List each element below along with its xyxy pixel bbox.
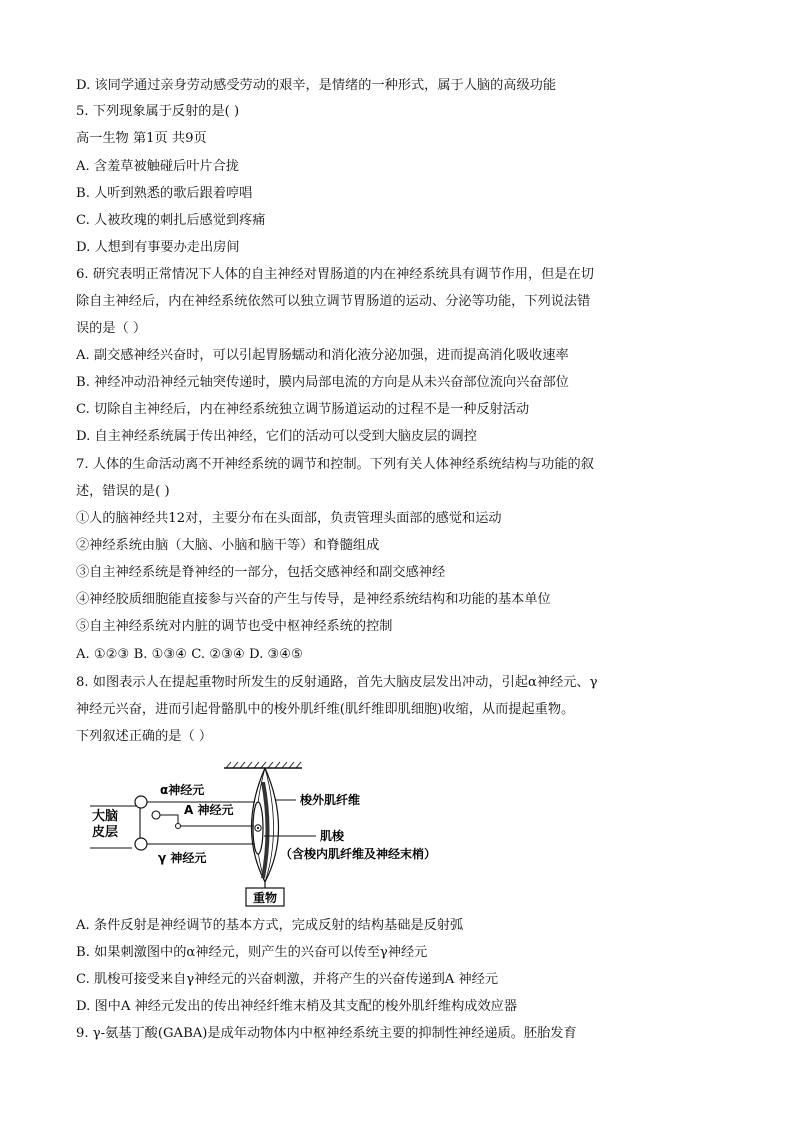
text-line: C. 肌梭可接受来自γ神经元的兴奋刺激，并将产生的兴奋传递到A 神经元 [76, 972, 499, 987]
cortex-label-1: 大脑 [92, 809, 119, 824]
text-line: 9. γ-氨基丁酸(GABA)是成年动物体内中枢神经系统主要的抑制性神经递质。胚胎发育 [76, 1026, 577, 1041]
text-line: D. 图中A 神经元发出的传出神经纤维末梢及其支配的梭外肌纤维构成效应器 [76, 999, 518, 1014]
text-line: 误的是（ ） [76, 321, 147, 336]
text-line: ①人的脑神经共12对，主要分布在头面部，负责管理头面部的感觉和运动 [76, 511, 502, 526]
gamma-neuron-body [135, 838, 147, 850]
a-neuron-label: A 神经元 [184, 803, 234, 817]
text-line: ③自主神经系统是脊神经的一部分，包括交感神经和副交感神经 [76, 565, 446, 580]
spindle-note: （含梭内肌纤维及神经末梢） [280, 847, 437, 861]
reflex-pathway-figure [78, 760, 478, 914]
gamma-label: γ 神经元 [158, 851, 207, 865]
text-line: A. 副交感神经兴奋时，可以引起胃肠蠕动和消化液分泌加强，进而提高消化吸收速率 [76, 348, 569, 363]
text-line: 下列叙述正确的是（ ） [76, 729, 213, 744]
alpha-neuron-body [135, 796, 147, 808]
text-line: ②神经系统由脑（大脑、小脑和脑干等）和脊髓组成 [76, 538, 380, 553]
text-line: B. 神经冲动沿神经元轴突传递时，膜内局部电流的方向是从未兴奋部位流向兴奋部位 [76, 375, 569, 390]
text-line: B. 如果刺激图中的α神经元，则产生的兴奋可以传至γ神经元 [76, 945, 428, 960]
text-line: D. 人想到有事要办走出房间 [76, 240, 240, 255]
a-neuron-terminal [176, 824, 181, 829]
text-line: A. ①②③ B. ①③④ C. ②③④ D. ③④⑤ [76, 647, 303, 662]
text-line: D. 自主神经系统属于传出神经，它们的活动可以受到大脑皮层的调控 [76, 429, 477, 444]
extrafusal-label: 梭外肌纤维 [300, 793, 361, 807]
a-neuron-body [152, 811, 160, 819]
text-line: C. 人被玫瑰的刺扎后感觉到疼痛 [76, 213, 266, 228]
text-line: B. 人听到熟悉的歌后跟着哼唱 [76, 186, 253, 201]
text-line: C. 切除自主神经后，内在神经系统独立调节肠道运动的过程不是一种反射活动 [76, 402, 530, 417]
text-line: D. 该同学通过亲身劳动感受劳动的艰辛，是情绪的一种形式，属于人脑的高级功能 [76, 78, 557, 93]
text-line: ⑤自主神经系统对内脏的调节也受中枢神经系统的控制 [76, 619, 393, 634]
a-neuron-axon [160, 815, 178, 824]
text-line: A. 条件反射是神经调节的基本方式，完成反射的结构基础是反射弧 [76, 918, 464, 933]
reflex-diagram [78, 760, 478, 910]
text-line: 8. 如图表示人在提起重物时所发生的反射通路，首先大脑皮层发出冲动，引起α神经元、γ [76, 675, 598, 690]
ceiling-hatch [226, 762, 301, 768]
text-line: 述，错误的是( ) [76, 484, 170, 499]
text-line: A. 含羞草被触碰后叶片合拢 [76, 159, 239, 174]
alpha-label: α神经元 [160, 783, 205, 797]
text-line: 高一生物 第1页 共9页 [76, 131, 207, 146]
text-line: ④神经胶质细胞能直接参与兴奋的产生与传导，是神经系统结构和功能的基本单位 [76, 592, 551, 607]
spindle-label: 肌梭 [320, 829, 345, 843]
weight-label: 重物 [252, 891, 278, 905]
cortex-label-2: 皮层 [92, 825, 119, 840]
text-line: 除自主神经后，内在神经系统依然可以独立调节胃肠道的运动、分泌等功能，下列说法错 [76, 294, 591, 309]
text-line: 5. 下列现象属于反射的是( ) [76, 104, 240, 119]
text-line: 7. 人体的生命活动离不开神经系统的调节和控制。下列有关人体神经系统结构与功能的叙 [76, 457, 594, 472]
spindle-ending-center [257, 827, 259, 829]
text-line: 神经元兴奋，进而引起骨骼肌中的梭外肌纤维(肌纤维即肌细胞)收缩，从而提起重物。 [76, 702, 575, 717]
text-line: 6. 研究表明正常情况下人体的自主神经对胃肠道的内在神经系统具有调节作用，但是在切 [76, 267, 594, 282]
